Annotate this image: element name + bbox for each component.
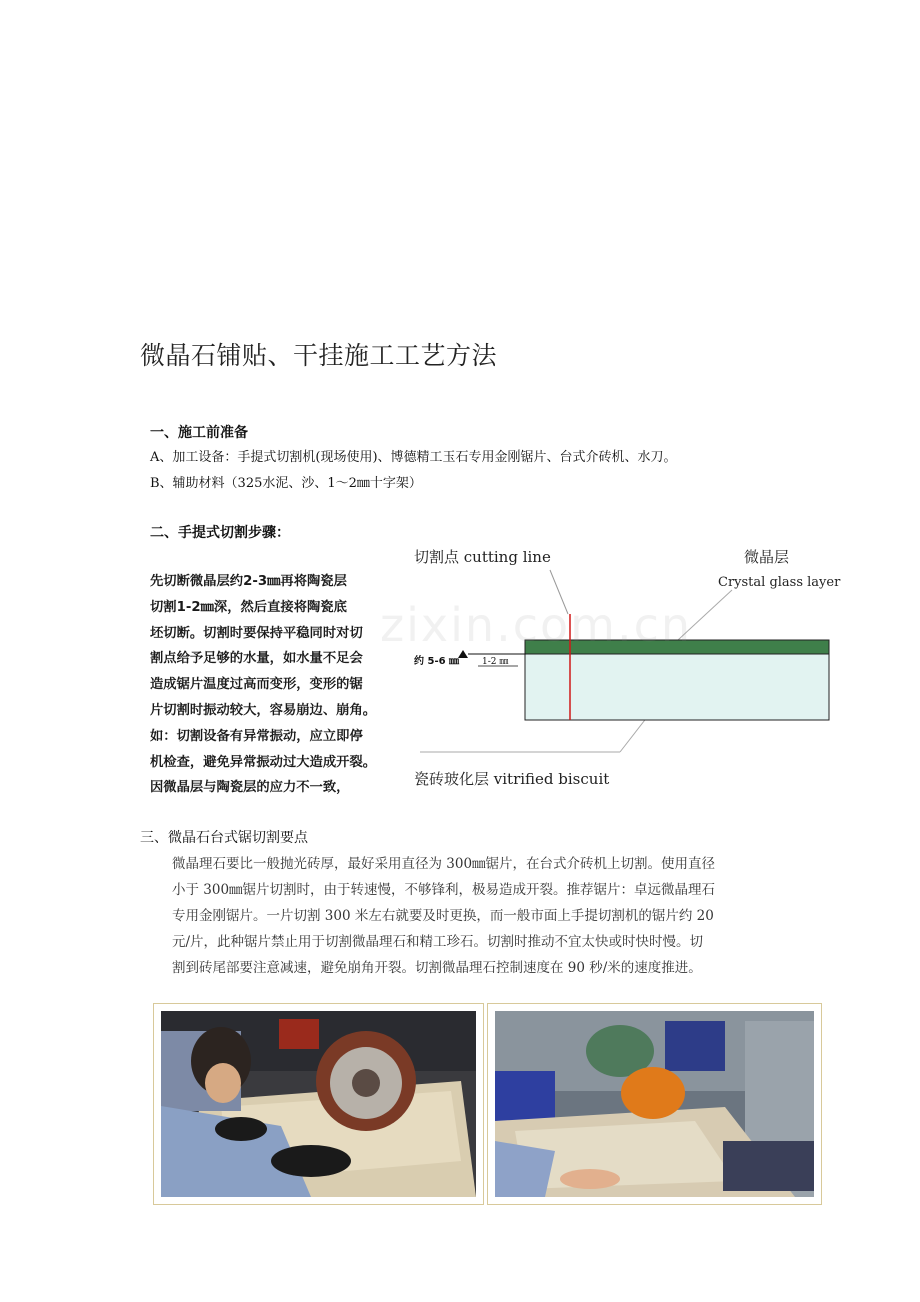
step-line: 坯切断。切割时要保持平稳同时对切 xyxy=(150,625,363,641)
photo-table-saw-image xyxy=(495,1011,814,1197)
paragraph-line: 专用金刚锯片。一片切割 300 米左右就要及时更换，而一般市面上手提切割机的锯片约 20 xyxy=(172,908,714,924)
depth-label: 约 5-6 ㎜ xyxy=(414,656,460,667)
materials-line: B、辅助材料（325水泥、沙、1～2㎜十字架） xyxy=(150,476,422,491)
crystal-layer-label-cn: 微晶层 xyxy=(744,548,790,566)
watermark: zixin.com.cn xyxy=(380,598,693,652)
vitrified-biscuit-label: 瓷砖玻化层 vitrified biscuit xyxy=(414,770,610,788)
step-line: 机检查，避免异常振动过大造成开裂。 xyxy=(150,754,377,770)
step-line: 如：切割设备有异常振动，应立即停 xyxy=(150,728,363,744)
paragraph-line: 元/片，此种锯片禁止用于切割微晶理石和精工珍石。切割时推动不宜太快或时快时慢。切 xyxy=(172,934,704,950)
paragraph-line: 小于 300㎜锯片切割时，由于转速慢，不够锋利，极易造成开裂。推荐锯片：卓远微晶理石 xyxy=(172,882,716,898)
paragraph-line: 微晶理石要比一般抛光砖厚，最好采用直径为 300㎜锯片，在台式介砖机上切割。使用直径 xyxy=(172,856,716,872)
cutting-line-label: 切割点 cutting line xyxy=(414,548,551,566)
photo-table-saw-cutting xyxy=(487,1003,822,1205)
photo-table-saw-illustration xyxy=(495,1011,814,1197)
photo-handheld-cutting xyxy=(153,1003,484,1205)
section-heading-preparation: 一、施工前准备 xyxy=(150,425,248,441)
equipment-line: A、加工设备：手提式切割机(现场使用)、博德精工玉石专用金刚锯片、台式介砖机、水刀。 xyxy=(150,450,677,465)
crystal-layer-label-en: Crystal glass layer xyxy=(718,575,841,590)
table-saw-paragraph xyxy=(172,851,790,981)
section-heading-handheld-cutting: 二、手提式切割步骤： xyxy=(150,525,290,541)
photo-handheld-illustration xyxy=(161,1011,476,1197)
step-line: 割点给予足够的水量，如水量不足会 xyxy=(150,651,363,667)
cutting-diagram xyxy=(410,538,850,798)
handheld-cutting-text xyxy=(150,569,400,801)
photo-handheld-image xyxy=(161,1011,476,1197)
cut-depth-label: 1-2 ㎜ xyxy=(482,657,509,667)
step-line: 切割1-2㎜深，然后直接将陶瓷底 xyxy=(150,599,347,615)
paragraph-line: 割到砖尾部要注意减速，避免崩角开裂。切割微晶理石控制速度在 90 秒/米的速度推进。 xyxy=(172,960,702,976)
page-title: 微晶石铺贴、干挂施工工艺方法 xyxy=(140,341,498,370)
step-line: 因微晶层与陶瓷层的应力不一致， xyxy=(150,780,350,796)
step-line: 先切断微晶层约2-3㎜再将陶瓷层 xyxy=(150,574,347,589)
step-line: 片切割时振动较大，容易崩边、崩角。 xyxy=(150,702,377,718)
step-line: 造成锯片温度过高而变形，变形的锯 xyxy=(150,677,363,693)
section-heading-table-saw: 三、微晶石台式锯切割要点 xyxy=(140,830,308,846)
